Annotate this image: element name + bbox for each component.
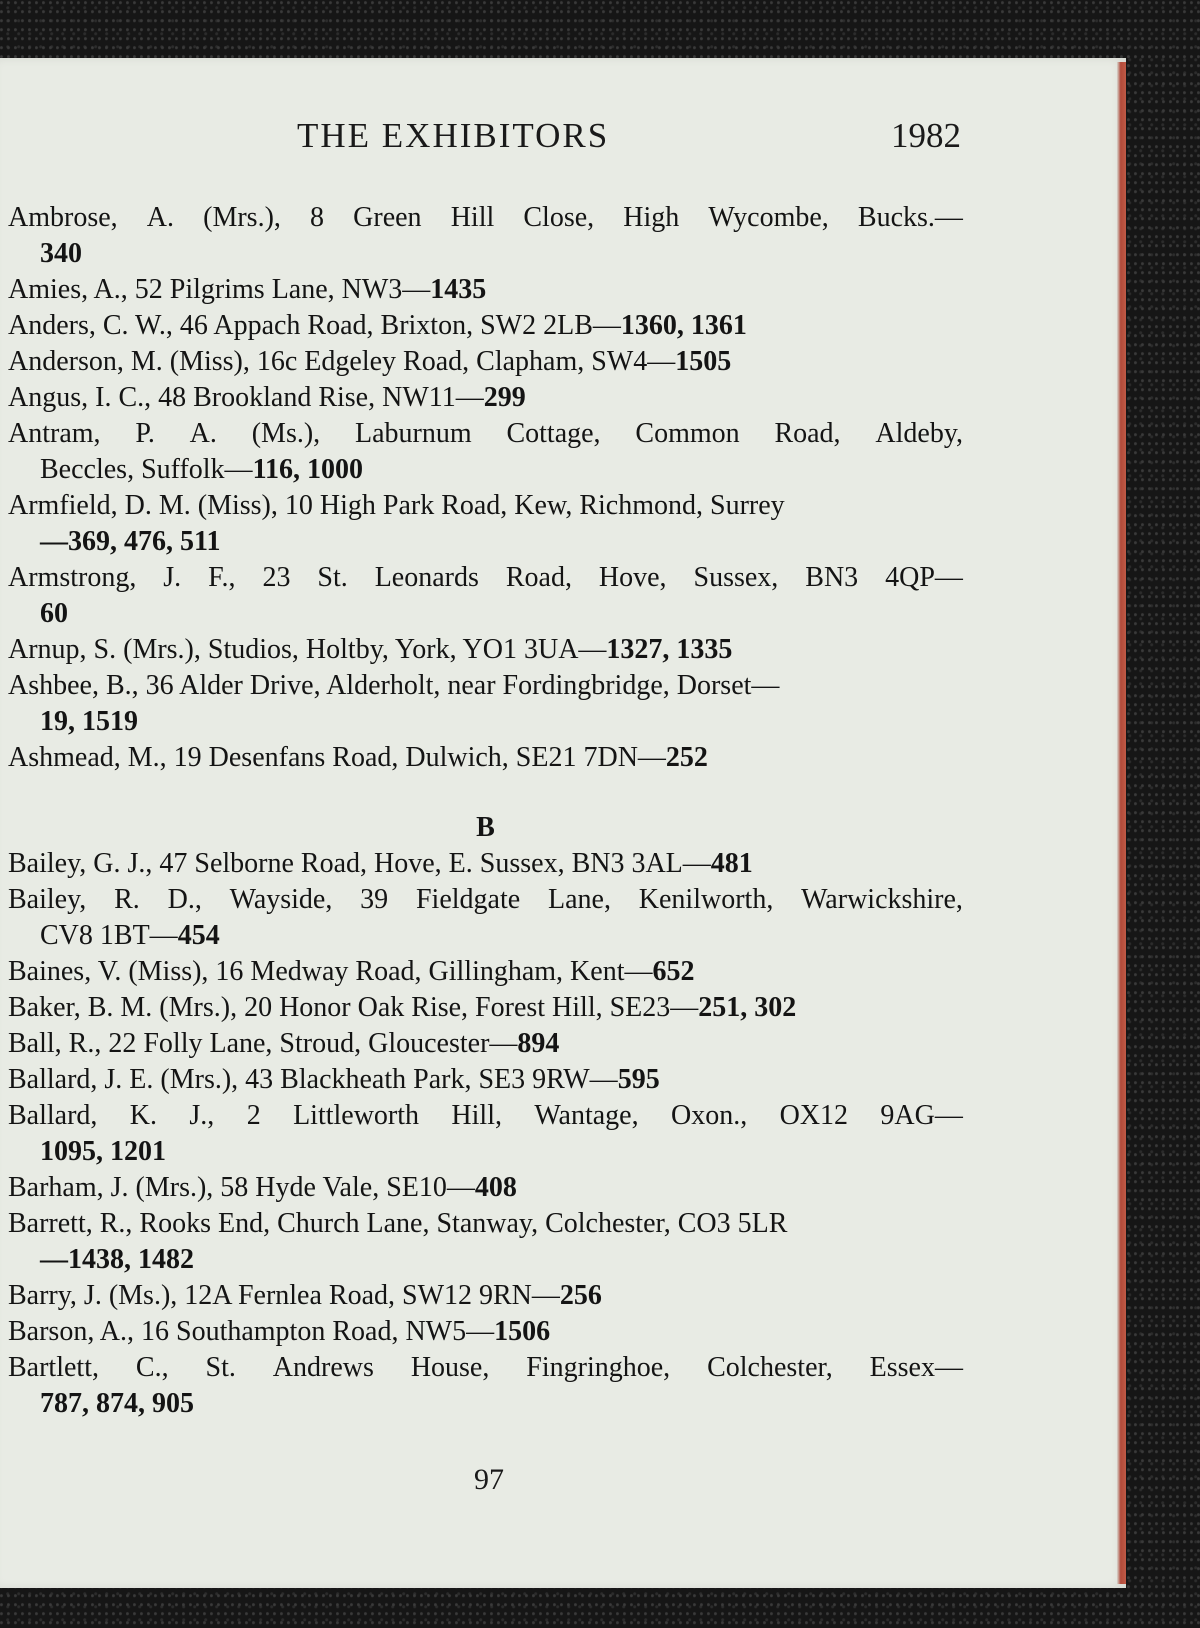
entry-word: Aldeby, <box>875 418 963 449</box>
entry-word: Hill <box>450 202 495 233</box>
entry-word: Warwickshire, <box>801 884 963 915</box>
entry-word: A. <box>146 202 175 233</box>
catalogue-numbers: 251, 302 <box>698 992 797 1023</box>
exhibitor-entry <box>8 380 963 416</box>
entry-line <box>8 704 963 740</box>
entry-line <box>8 882 963 918</box>
entry-line <box>8 488 963 524</box>
exhibitor-entry <box>8 1170 963 1206</box>
exhibitor-entry <box>8 632 963 668</box>
entry-line <box>8 560 963 596</box>
entry-word: OX12 <box>779 1100 849 1131</box>
exhibitor-entry <box>8 1206 963 1278</box>
entry-word: High <box>623 202 680 233</box>
entry-word: Bailey, <box>8 884 87 915</box>
catalogue-numbers: 1327, 1335 <box>606 634 733 665</box>
entry-word: BN3 <box>805 562 859 593</box>
entry-line <box>8 1242 963 1278</box>
catalogue-numbers: 60 <box>40 598 68 629</box>
entry-line <box>8 1134 963 1170</box>
entry-text: Bailey, G. J., 47 Selborne Road, Hove, E. Sussex, BN3 3AL— <box>8 848 711 879</box>
entry-word: 23 <box>262 562 291 593</box>
header-year: 1982 <box>891 116 961 155</box>
catalogue-numbers: 1360, 1361 <box>620 310 747 341</box>
entry-text: Ashmead, M., 19 Desenfans Road, Dulwich, SE21 7DN— <box>8 742 666 773</box>
entry-word: Sussex, <box>693 562 779 593</box>
entry-line <box>8 1386 963 1422</box>
entries-a <box>8 200 963 776</box>
entry-word: (Mrs.), <box>203 202 281 233</box>
section-letter: B <box>476 812 495 843</box>
catalogue-numbers: 19, 1519 <box>40 706 138 737</box>
entry-word: Fingringhoe, <box>526 1352 671 1383</box>
entry-word: Bartlett, <box>8 1352 99 1383</box>
entry-line <box>8 344 963 380</box>
entry-word: 39 <box>360 884 389 915</box>
catalogue-numbers: 454 <box>177 920 220 951</box>
entry-line <box>8 918 963 954</box>
entries-b <box>8 846 963 1422</box>
entry-text: Ball, R., 22 Folly Lane, Stroud, Gloucester— <box>8 1028 518 1059</box>
entry-line <box>8 990 963 1026</box>
entry-text: Baines, V. (Miss), 16 Medway Road, Gillingham, Kent— <box>8 956 653 987</box>
entry-line <box>8 1278 963 1314</box>
header-title: THE EXHIBITORS <box>297 116 610 155</box>
entry-word: Essex— <box>869 1352 963 1383</box>
entry-word: Andrews <box>272 1352 374 1383</box>
entry-line <box>8 200 963 236</box>
entry-word: (Ms.), <box>251 418 321 449</box>
catalogue-numbers: —369, 476, 511 <box>40 526 221 557</box>
entry-word: Fieldgate <box>415 884 521 915</box>
entry-word: C., <box>135 1352 169 1383</box>
exhibitor-entry <box>8 1062 963 1098</box>
entry-word: House, <box>410 1352 490 1383</box>
entry-line <box>8 668 963 704</box>
entry-line <box>8 1062 963 1098</box>
exhibitor-entry <box>8 1350 963 1422</box>
exhibitor-list <box>8 200 963 1422</box>
entry-word: Hill, <box>451 1100 502 1131</box>
entry-word: St. <box>205 1352 236 1383</box>
entry-line <box>8 416 963 452</box>
entry-word: Kenilworth, <box>638 884 774 915</box>
entry-word: 8 <box>310 202 325 233</box>
catalogue-numbers: 787, 874, 905 <box>40 1388 194 1419</box>
entry-line <box>8 272 963 308</box>
exhibitor-entry <box>8 1026 963 1062</box>
page-number: 97 <box>474 1463 504 1496</box>
entry-line <box>8 954 963 990</box>
entry-word: Laburnum <box>355 418 472 449</box>
running-header <box>297 116 961 166</box>
entry-word: Road, <box>505 562 572 593</box>
entry-line <box>8 1170 963 1206</box>
catalogue-numbers: 340 <box>40 238 82 269</box>
entry-text: Baker, B. M. (Mrs.), 20 Honor Oak Rise, Forest Hill, SE23— <box>8 992 699 1023</box>
entry-word: D., <box>167 884 202 915</box>
exhibitor-entry <box>8 846 963 882</box>
catalogue-numbers: 299 <box>483 382 526 413</box>
catalogue-numbers: 1435 <box>430 274 487 305</box>
exhibitor-entry <box>8 740 963 776</box>
entry-text: Barham, J. (Mrs.), 58 Hyde Vale, SE10— <box>8 1172 475 1203</box>
catalogue-numbers: 116, 1000 <box>252 454 364 485</box>
entry-line <box>8 1350 963 1386</box>
exhibitor-entry <box>8 1278 963 1314</box>
entry-word: Antram, <box>8 418 101 449</box>
entry-word: 9AG— <box>880 1100 963 1131</box>
entry-line <box>8 632 963 668</box>
entry-word: Cottage, <box>506 418 601 449</box>
entry-word: J. <box>163 562 182 593</box>
entry-text: Barry, J. (Ms.), 12A Fernlea Road, SW12 9RN— <box>8 1280 560 1311</box>
entry-word: Close, <box>523 202 595 233</box>
exhibitor-entry <box>8 668 963 740</box>
page-edge <box>1117 62 1126 1584</box>
entry-line <box>8 308 963 344</box>
entry-text: Anders, C. W., 46 Appach Road, Brixton, SW2 2LB— <box>8 310 621 341</box>
entry-line <box>8 596 963 632</box>
entry-word: Common <box>635 418 740 449</box>
exhibitor-entry <box>8 882 963 954</box>
catalogue-numbers: 652 <box>652 956 695 987</box>
entry-line <box>8 524 963 560</box>
entry-word: R. <box>114 884 140 915</box>
entry-word: Green <box>353 202 422 233</box>
entry-word: Road, <box>774 418 841 449</box>
catalogue-numbers: 481 <box>710 848 753 879</box>
entry-text: Anderson, M. (Miss), 16c Edgeley Road, Clapham, SW4— <box>8 346 676 377</box>
exhibitor-entry <box>8 1098 963 1170</box>
entry-word: J., <box>189 1100 215 1131</box>
exhibitor-entry <box>8 308 963 344</box>
exhibitor-entry <box>8 416 963 488</box>
catalogue-numbers: 408 <box>474 1172 517 1203</box>
entry-line <box>8 1314 963 1350</box>
catalogue-numbers: 595 <box>617 1064 660 1095</box>
entry-line <box>8 236 963 272</box>
entry-text: Barrett, R., Rooks End, Church Lane, Stanway, Colchester, CO3 5LR <box>8 1208 788 1239</box>
entry-word: Armstrong, <box>8 562 137 593</box>
entry-line <box>8 740 963 776</box>
exhibitor-entry <box>8 1314 963 1350</box>
entry-line <box>8 1206 963 1242</box>
entry-text: Amies, A., 52 Pilgrims Lane, NW3— <box>8 274 431 305</box>
entry-word: Leonards <box>374 562 479 593</box>
entry-word: St. <box>317 562 348 593</box>
entry-line <box>8 380 963 416</box>
entry-word: Bucks.— <box>857 202 963 233</box>
exhibitor-entry <box>8 272 963 308</box>
entry-word: Littleworth <box>293 1100 420 1131</box>
entry-word: Wycombe, <box>708 202 829 233</box>
entry-word: Hove, <box>598 562 667 593</box>
catalogue-numbers: 1506 <box>494 1316 551 1347</box>
entry-text: Armfield, D. M. (Miss), 10 High Park Road, Kew, Richmond, Surrey <box>8 490 785 521</box>
exhibitor-entry <box>8 344 963 380</box>
entry-line <box>8 846 963 882</box>
entry-word: K. <box>129 1100 158 1131</box>
entry-text: Ballard, J. E. (Mrs.), 43 Blackheath Park, SE3 9RW— <box>8 1064 618 1095</box>
entry-word: Ambrose, <box>8 202 118 233</box>
exhibitor-entry <box>8 488 963 560</box>
entry-word: A. <box>189 418 217 449</box>
entry-word: Wayside, <box>229 884 333 915</box>
entry-word: 2 <box>246 1100 261 1131</box>
entry-word: Lane, <box>548 884 611 915</box>
entry-text: Angus, I. C., 48 Brookland Rise, NW11— <box>8 382 484 413</box>
entry-word: F., <box>208 562 236 593</box>
entry-text: Arnup, S. (Mrs.), Studios, Holtby, York, YO1 3UA— <box>8 634 607 665</box>
exhibitor-entry <box>8 990 963 1026</box>
exhibitor-entry <box>8 200 963 272</box>
catalogue-numbers: 1505 <box>675 346 732 377</box>
entry-line <box>8 1098 963 1134</box>
entry-word: Oxon., <box>670 1100 748 1131</box>
entry-text: CV8 1BT— <box>40 920 178 951</box>
entry-text: Barson, A., 16 Southampton Road, NW5— <box>8 1316 495 1347</box>
catalogue-numbers: 252 <box>665 742 708 773</box>
entry-text: Ashbee, B., 36 Alder Drive, Alderholt, near Fordingbridge, Dorset— <box>8 670 780 701</box>
catalogue-numbers: —1438, 1482 <box>40 1244 194 1275</box>
entry-word: 4QP— <box>885 562 963 593</box>
entry-text: Beccles, Suffolk— <box>40 454 253 485</box>
entry-word: P. <box>135 418 155 449</box>
catalogue-numbers: 256 <box>559 1280 602 1311</box>
entry-word: Ballard, <box>8 1100 98 1131</box>
entry-line <box>8 452 963 488</box>
catalogue-numbers: 894 <box>517 1028 560 1059</box>
exhibitor-entry <box>8 560 963 632</box>
entry-word: Colchester, <box>707 1352 833 1383</box>
entry-word: Wantage, <box>534 1100 639 1131</box>
entry-line <box>8 1026 963 1062</box>
catalogue-numbers: 1095, 1201 <box>40 1136 166 1167</box>
exhibitor-entry <box>8 954 963 990</box>
